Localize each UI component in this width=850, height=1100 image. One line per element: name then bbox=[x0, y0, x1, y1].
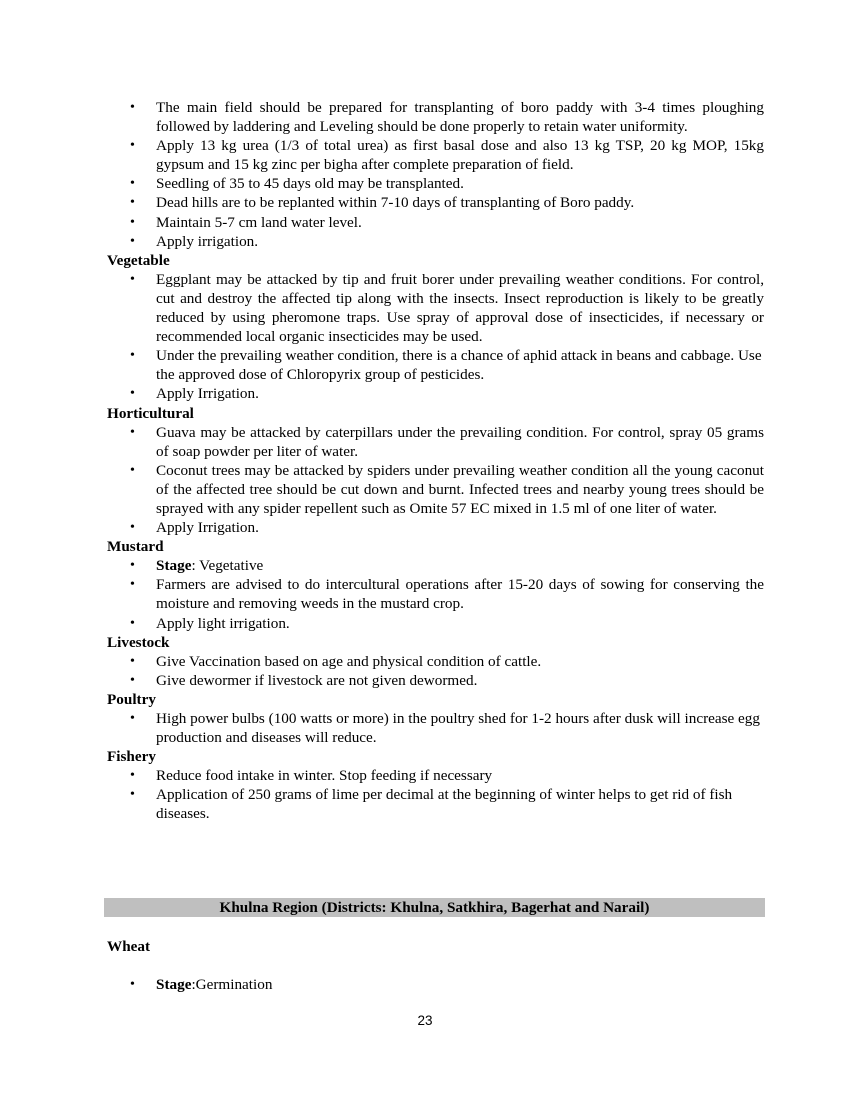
list-item: • Apply irrigation. bbox=[130, 232, 259, 250]
horticultural-list bbox=[107, 423, 764, 538]
bullet: • bbox=[130, 386, 135, 402]
bullet: • bbox=[130, 577, 135, 593]
bullet: • bbox=[130, 768, 135, 784]
stage-label: Stage bbox=[156, 976, 192, 993]
list-item: • Farmers are advised to do intercultural operations after 15-20 days of sowing for conserving the moisture and removing weeds in the mustard crop. bbox=[130, 576, 764, 613]
stage-value: : Vegetative bbox=[191, 557, 264, 575]
bullet: • bbox=[130, 138, 135, 154]
region-title-bar: Khulna Region (Districts: Khulna, Satkhira, Bagerhat and Narail) bbox=[104, 898, 765, 917]
bullet: • bbox=[130, 787, 135, 803]
bullet: • bbox=[130, 195, 135, 211]
bullet: • bbox=[130, 462, 135, 478]
poultry-list bbox=[107, 709, 764, 747]
list-item: • Apply Irrigation. bbox=[130, 385, 259, 403]
list-item: • Under the prevailing weather condition, there is a chance of aphid attack in beans and cabbage. Use the approved dose of Chloropyrix group of pesticides. bbox=[130, 347, 762, 384]
list-item: • Give dewormer if livestock are not given dewormed. bbox=[130, 671, 478, 689]
boro-list bbox=[107, 98, 764, 251]
list-item: • Apply Irrigation. bbox=[130, 519, 259, 537]
list-item: • Dead hills are to be replanted within 7-10 days of transplanting of Boro paddy. bbox=[130, 194, 635, 212]
list-item bbox=[107, 556, 764, 575]
list-item: • Coconut trees may be attacked by spiders under prevailing weather condition all the young caconut of the affected tree should be cut down and burnt. Infected trees and nearby young trees should be sprayed with any spider repellent such as Omite 57 EC mixed in 1.5 ml of one liter of water. bbox=[130, 461, 764, 517]
list-item: • Maintain 5-7 cm land water level. bbox=[130, 213, 362, 231]
document-body bbox=[107, 98, 764, 824]
bullet: • bbox=[130, 233, 135, 249]
fishery-list bbox=[107, 766, 764, 823]
bullet: • bbox=[130, 653, 135, 669]
section-heading-fishery: Fishery bbox=[107, 748, 156, 766]
list-item: • The main field should be prepared for transplanting of boro paddy with 3-4 times ploughing followed by laddering and Leveling should be done properly to retain water uniformity. bbox=[130, 99, 764, 136]
bullet: • bbox=[130, 100, 135, 115]
list-item: • Give Vaccination based on age and physical condition of cattle. bbox=[130, 652, 542, 670]
list-item: • Guava may be attacked by caterpillars under the prevailing condition. For control, spray 05 grams of soap powder per liter of water. bbox=[130, 423, 764, 460]
list-item: • Seedling of 35 to 45 days old may be transplanted. bbox=[130, 175, 464, 193]
bullet: • bbox=[130, 348, 135, 364]
bullet: • bbox=[130, 271, 135, 287]
bullet: • bbox=[130, 424, 135, 440]
bullet: • bbox=[130, 615, 135, 631]
bullet: • bbox=[130, 176, 135, 192]
section-heading-livestock: Livestock bbox=[107, 633, 170, 651]
bullet: • bbox=[130, 672, 135, 688]
section-heading-mustard: Mustard bbox=[107, 538, 164, 556]
section-heading-vegetable: Vegetable bbox=[107, 251, 170, 269]
bullet: • bbox=[130, 214, 135, 230]
section-heading-wheat: Wheat bbox=[107, 938, 151, 955]
list-item: • Application of 250 grams of lime per decimal at the beginning of winter helps to get rid of fish diseases. bbox=[130, 786, 733, 823]
mustard-list bbox=[107, 556, 764, 632]
section-heading-horticultural: Horticultural bbox=[107, 404, 194, 422]
stage-value: :Germination bbox=[191, 976, 273, 993]
list-item: • Reduce food intake in winter. Stop feeding if necessary bbox=[130, 767, 493, 785]
wheat-list bbox=[107, 975, 764, 994]
livestock-list bbox=[107, 652, 764, 690]
list-item: • High power bulbs (100 watts or more) in the poultry shed for 1-2 hours after dusk will increase egg production and diseases will reduce. bbox=[130, 710, 760, 747]
bullet: • bbox=[130, 520, 135, 536]
list-item: • Apply 13 kg urea (1/3 of total urea) as first basal dose and also 13 kg TSP, 20 kg MOP, 15kg gypsum and 15 kg zinc per bigha after complete preparation of field. bbox=[130, 137, 764, 174]
bullet: • bbox=[130, 711, 135, 726]
vegetable-list bbox=[107, 270, 764, 404]
list-item: • Eggplant may be attacked by tip and fruit borer under prevailing weather conditions. For control, cut and destroy the affected tip along with the insects. Insect reproduction is likely to be greatly reduced by using pheromone traps. Use spray of approval dose of insecticides, if necessary or recommended local organic insecticides may be used. bbox=[130, 270, 764, 346]
bullet: • bbox=[130, 977, 135, 992]
section-heading-poultry: Poultry bbox=[107, 690, 156, 708]
list-item: • Apply light irrigation. bbox=[130, 614, 290, 632]
bullet: • bbox=[130, 558, 135, 574]
list-item bbox=[107, 975, 764, 994]
stage-label: Stage bbox=[156, 557, 192, 575]
page-number: 23 bbox=[417, 1013, 433, 1028]
